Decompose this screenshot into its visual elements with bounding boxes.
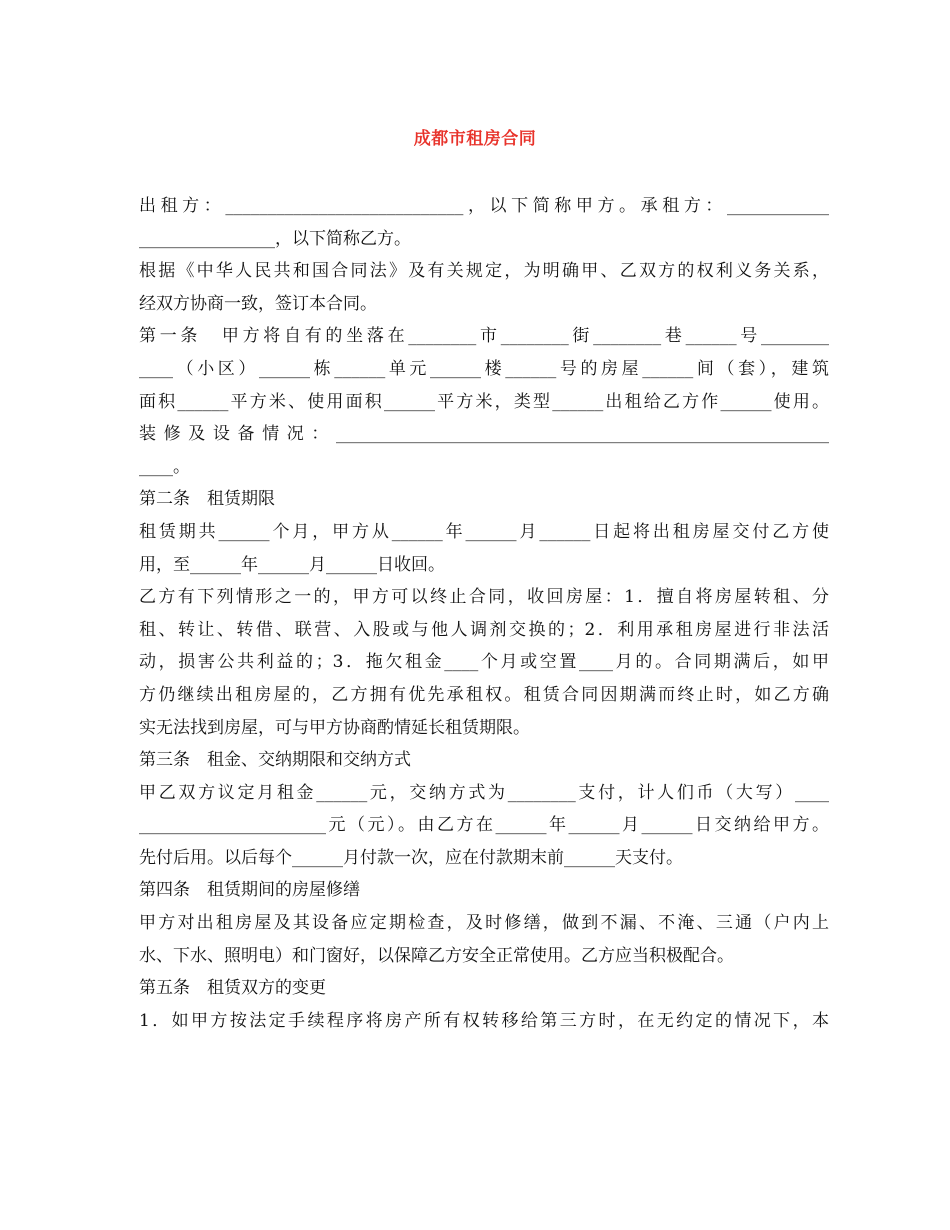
- article-2-line-6: 方仍继续出租房屋的，乙方拥有优先承租权。租赁合同因期满而终止时，如乙方确: [139, 684, 829, 705]
- article-2-heading: 第二条 租赁期限: [139, 489, 275, 510]
- article-3-line-3: 先付后用。以后每个______月付款一次，应在付款期末前______天支付。: [139, 847, 683, 868]
- document-title: 成都市租房合同: [413, 129, 537, 149]
- article-1-line-3: 面积______平方米、使用面积______平方米，类型______出租给乙方作______使用。: [139, 391, 829, 412]
- article-1-line-5: ____。: [139, 456, 190, 477]
- article-4-heading: 第四条 租赁期间的房屋修缮: [139, 880, 360, 901]
- article-4-line-1: 甲方对出租房屋及其设备应定期检查，及时修缮，做到不漏、不淹、三通（户内上: [139, 913, 829, 934]
- text-line-lessee: ________________，以下简称乙方。: [139, 228, 411, 249]
- article-5-heading: 第五条 租赁双方的变更: [139, 978, 326, 999]
- article-1-line-1: 第一条 甲方将自有的坐落在________市________街________巷______号________: [139, 326, 829, 347]
- text-line-lessor: 出租方：____________________________，以下简称甲方。承租方：____________: [139, 196, 829, 216]
- contract-body: [139, 190, 829, 1037]
- article-3-line-1: 甲乙双方议定月租金______元，交纳方式为________支付，计人们币（大写）____: [139, 782, 829, 803]
- article-2-line-5: 动，损害公共利益的；3．拖欠租金____个月或空置____月的。合同期满后，如甲: [139, 652, 829, 673]
- article-5-line-1: 1．如甲方按法定手续程序将房产所有权转移给第三方时，在无约定的情况下，本: [139, 1010, 829, 1031]
- text-line-agreement: 经双方协商一致，签订本合同。: [139, 293, 377, 314]
- article-2-line-4: 租、转让、转借、联营、入股或与他人调剂交换的；2．利用承租房屋进行非法活: [139, 619, 829, 640]
- article-3-line-2: ______________________元（元）。由乙方在______年______月______日交纳给甲方。: [139, 815, 829, 836]
- article-2-line-7: 实无法找到房屋，可与甲方协商酌情延长租赁期限。: [139, 717, 530, 738]
- article-1-line-4: 装修及设备情况：__________________________________________________________: [139, 424, 829, 445]
- article-3-heading: 第三条 租金、交纳期限和交纳方式: [139, 750, 411, 771]
- article-2-line-3: 乙方有下列情形之一的，甲方可以终止合同，收回房屋：1．擅自将房屋转租、分: [139, 587, 829, 608]
- text-line-basis: 根据《中华人民共和国合同法》及有关规定，为明确甲、乙双方的权利义务关系，: [139, 261, 829, 282]
- article-2-line-1: 租赁期共______个月，甲方从______年______月______日起将出租房屋交付乙方使: [139, 521, 829, 542]
- article-2-line-2: 用，至______年______月______日收回。: [139, 554, 445, 575]
- article-1-line-2: ____（小区）______栋______单元______楼______号的房屋______间（套），建筑: [139, 358, 829, 379]
- article-4-line-2: 水、下水、照明电）和门窗好，以保障乙方安全正常使用。乙方应当积极配合。: [139, 945, 734, 966]
